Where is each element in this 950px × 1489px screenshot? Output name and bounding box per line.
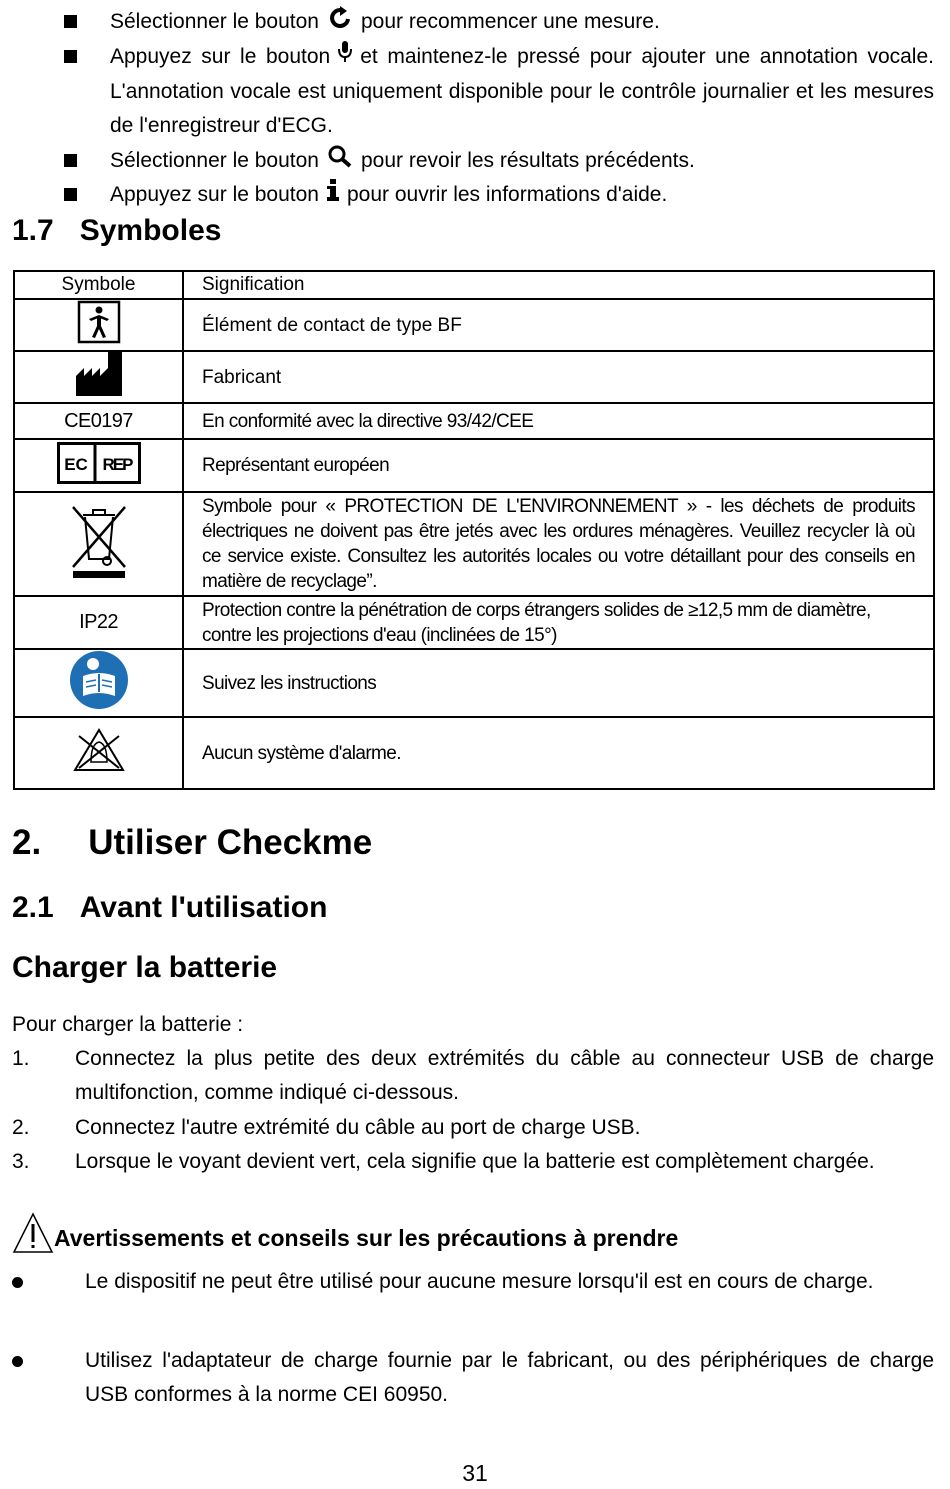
table-row [14,403,934,439]
meaning-cell: Élément de contact de type BF [183,299,934,351]
section-heading-2-1 [12,891,327,925]
meaning-cell: Aucun système d'alarme. [183,717,934,789]
crossed-bin-weee-icon [69,562,129,584]
bullet-marker [64,154,77,167]
symbol-cell [14,649,183,717]
step-text: Connectez la plus petite des deux extrémités du câble au connecteur USB de charge multifonction, comme indiqué ci-dessous. [75,1047,934,1104]
bullet-item [110,5,934,39]
table-header: Symbole [14,271,183,299]
bullet-dot [12,1277,23,1288]
step-number: 1. [12,1047,30,1070]
section-heading-2 [12,823,372,863]
symbol-cell: IP22 [14,596,183,649]
table-row [14,492,934,596]
symbol-cell: CE0197 [14,403,183,439]
table-row [14,439,934,492]
follow-instructions-icon [69,693,129,715]
symbol-cell [14,717,183,789]
bullet-item [110,178,934,213]
symbol-cell [14,299,183,351]
magnifier-icon [327,144,353,179]
warning-heading [12,1212,678,1254]
subsection-heading: Charger la batterie [12,951,278,984]
warning-title: Avertissements et conseils sur les précautions à prendre [54,1225,679,1251]
bullet-text-after: et maintenez-le pressé pour ajouter une annotation vocale. L'annotation vocale est uniquement disponible pour le contrôle journalier et les mesures de l'enregistreur d'ECG. [110,45,934,137]
section-title: Avant l'utilisation [79,891,328,924]
page-number: 31 [462,1460,488,1486]
info-icon [327,178,339,213]
bullet-text-before: Sélectionner le bouton [110,10,319,33]
bullet-item [110,40,934,143]
table-row [14,351,934,403]
bullet-marker [64,15,77,28]
warning-triangle-icon [12,1225,54,1251]
bullet-text-before: Sélectionner le bouton [110,149,319,173]
warning-item: Utilisez l'adaptateur de charge fournie par le fabricant, ou des périphériques de charge USB conformes à la norme CEI 60950. [85,1349,934,1406]
microphone-icon [338,40,352,75]
bullet-item [110,144,934,179]
meaning-cell: Représentant européen [183,439,934,492]
symbols-table [13,270,935,790]
step-text: Connectez l'autre extrémité du câble au port de charge USB. [75,1116,641,1139]
section-title: Symboles [79,214,222,247]
bullet-text-after: pour revoir les résultats précédents. [361,149,695,173]
table-row [14,596,934,649]
ec-rep-label-ec: EC [63,454,88,474]
manufacturer-factory-icon [76,379,122,401]
charge-intro: Pour charger la batterie : [12,1013,244,1036]
meaning-cell: Fabricant [183,351,934,403]
meaning-cell: Suivez les instructions [183,649,934,717]
step-number: 3. [12,1150,30,1173]
section-number: 2. [12,823,42,862]
no-alarm-bell-icon [73,755,125,777]
meaning-cell: En conformité avec la directive 93/42/CEE [183,403,934,439]
bullet-text-before: Appuyez sur le bouton [110,45,331,69]
table-header-row [14,271,934,299]
redo-icon [327,5,353,39]
table-row [14,649,934,717]
table-header: Signification [183,271,934,299]
section-number: 2.1 [12,891,54,924]
warning-item: Le dispositif ne peut être utilisé pour aucune mesure lorsqu'il est en cours de charge. [85,1270,874,1293]
symbol-cell [14,439,183,492]
ec-rep-icon [57,454,141,489]
section-title: Utiliser Checkme [88,823,373,862]
meaning-cell: Symbole pour « PROTECTION DE L'ENVIRONNEMENT » - les déchets de produits électriques ne doivent pas être jetés avec les ordures ménagères. Veuillez recycler là où ce service existe. Consultez les autorités locales ou votre détaillant pour des conseils en matière de recyclage”. [183,492,934,596]
bullet-dot [12,1356,23,1367]
bullet-text-before: Appuyez sur le bouton [110,183,319,207]
type-bf-body-icon [77,327,121,349]
bullet-marker [64,50,77,63]
symbol-cell [14,351,183,403]
ec-rep-label-rep: REP [102,454,131,474]
step-number: 2. [12,1116,30,1139]
table-row [14,299,934,351]
step-text: Lorsque le voyant devient vert, cela signifie que la batterie est complètement chargée. [75,1150,875,1173]
bullet-marker [64,188,77,201]
section-heading-1-7 [12,214,221,248]
section-number: 1.7 [12,214,54,247]
meaning-cell: Protection contre la pénétration de corps étrangers solides de ≥12,5 mm de diamètre, contre les projections d'eau (inclinées de 15°) [183,596,934,649]
bullet-text-after: pour recommencer une mesure. [361,10,660,33]
symbol-cell [14,492,183,596]
table-row [14,717,934,789]
bullet-text-after: pour ouvrir les informations d'aide. [346,183,668,207]
